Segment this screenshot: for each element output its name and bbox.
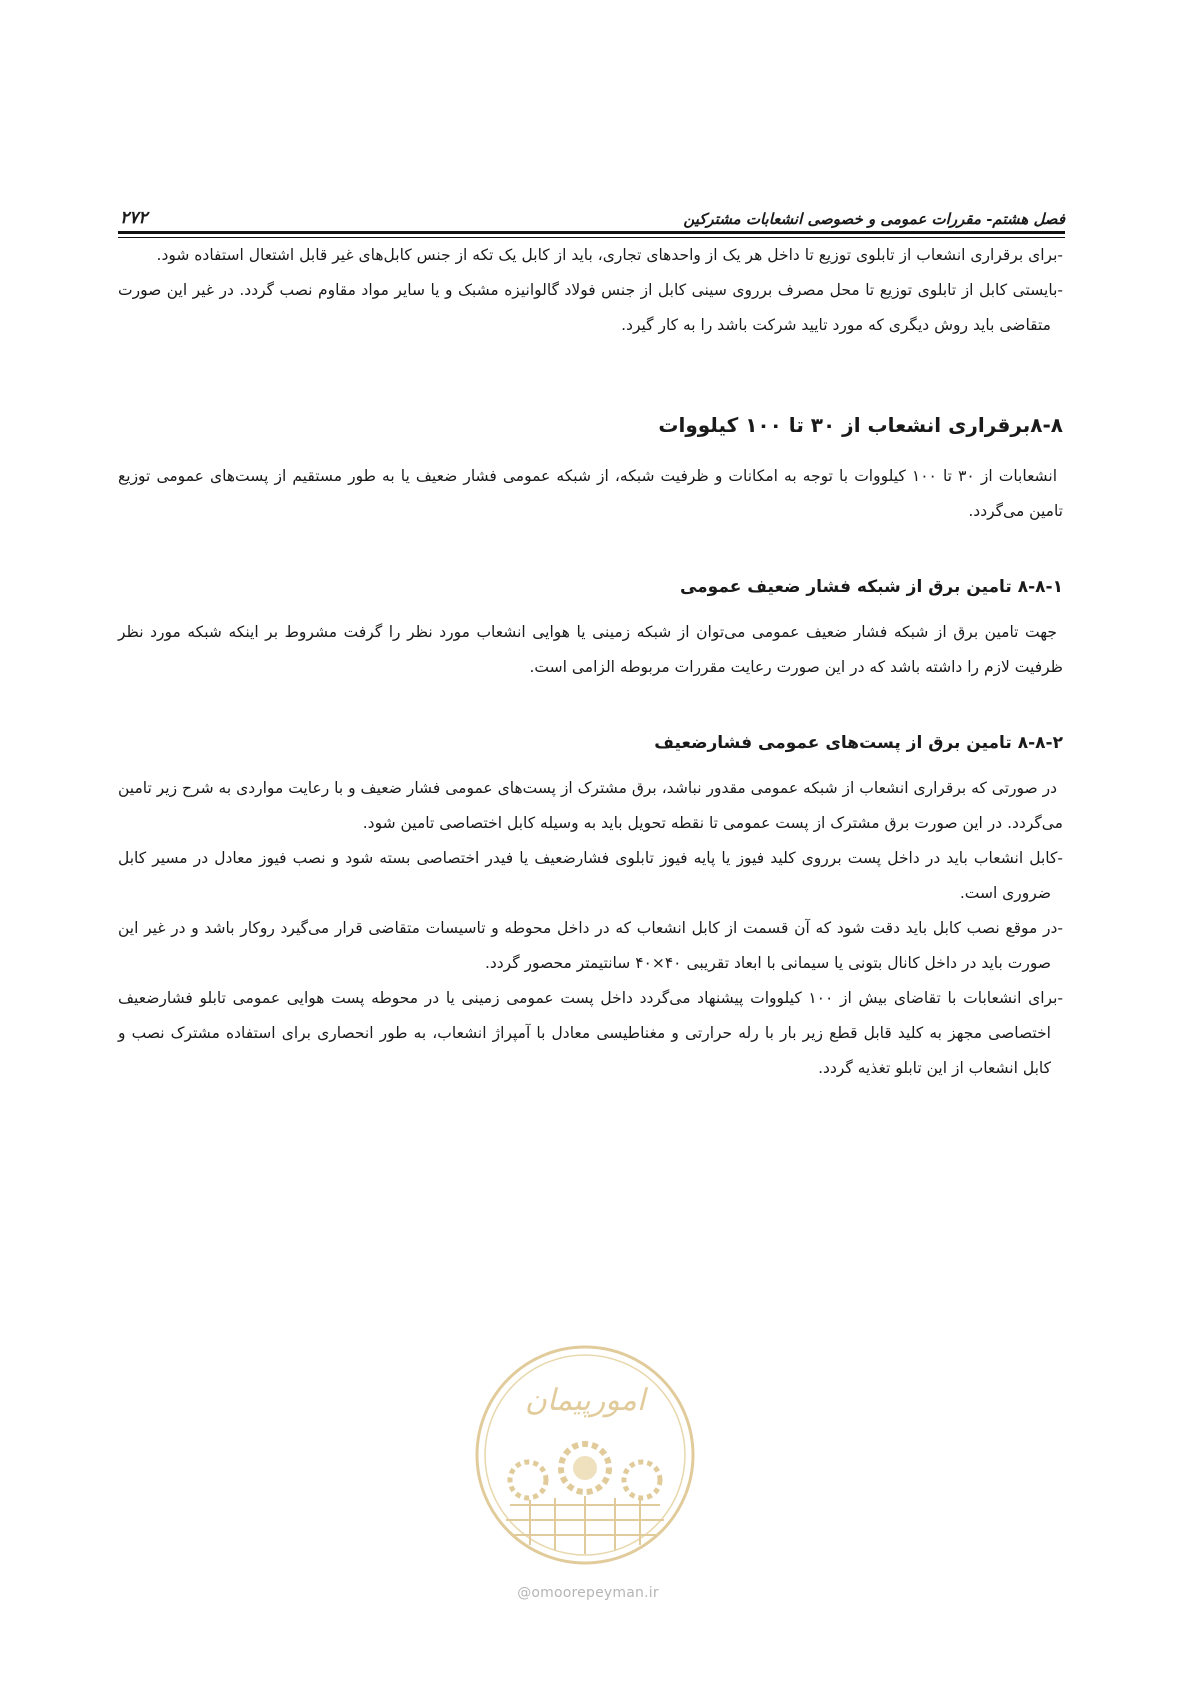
subsection-2-body: در صورتی که برقراری انشعاب از شبکه عمومی مقدور نباشد، برق مشترک از پست‌های عمومی فشار ضعیف و با رعایت مواردی به شرح زیر تامین می‌گردد. در این صورت برق مشترک از پست عمومی تا نقطه تحویل باید به وسیله کابل اختصاصی تامین شود. <box>118 779 1063 832</box>
watermark-logo-text: امورپیمان <box>524 1383 646 1418</box>
subsection-2-bullet-1: -کابل انشعاب باید در داخل پست برروی کلید فیوز یا پایه فیوز تابلوی فشارضعیف یا فیدر اختصاصی بسته شود و نصب فیوز معادل در مسیر کابل ضروری است. <box>118 849 1063 902</box>
watermark-logo-icon <box>470 1340 700 1570</box>
running-header <box>120 198 1065 228</box>
watermark-url: @omoorepeyman.ir <box>517 1585 659 1601</box>
subsection-2-bullet-2: -در موقع نصب کابل باید دقت شود که آن قسمت از کابل انشعاب که در داخل محوطه و تاسیسات متقاضی قرار می‌گیرد روکار باشد و در غیر این صورت باید در داخل کانال بتونی یا سیمانی با ابعاد تقریبی ۴۰×۴۰ سانتیمتر محصور گردد. <box>118 919 1063 972</box>
section-body: انشعابات از ۳۰ تا ۱۰۰ کیلووات با توجه به امکانات و ظرفیت شبکه، از شبکه عمومی فشار ضعیف یا به طور مستقیم از پست‌های عمومی توزیع تامین می‌گردد. <box>118 467 1063 520</box>
intro-bullet-1: -برای برقراری انشعاب از تابلوی توزیع تا داخل هر یک از واحدهای تجاری، باید از کابل یک تکه از جنس کابل‌های غیر قابل اشتعال استفاده شود. <box>156 246 1063 264</box>
intro-bullet-2: -بایستی کابل از تابلوی توزیع تا محل مصرف برروی سینی کابل از جنس فولاد گالوانیزه مشبک و یا سایر مواد مقاوم نصب گردد. در غیر این صورت متقاضی باید روش دیگری که مورد تایید شرکت باشد را به کار گیرد. <box>118 281 1063 334</box>
subsection-2-bullet-3: -برای انشعابات با تقاضای بیش از ۱۰۰ کیلووات پیشنهاد می‌گردد داخل پست عمومی زمینی یا در محوطه پست هوایی عمومی تابلو فشارضعیف اختصاصی مجهز به کلید قابل قطع زیر بار با رله حرارتی و مغناطیسی معادل با آمپراژ انشعاب، به طور انحصاری برای استفاده مشترک نصب و کابل انشعاب از این تابلو تغذیه گردد. <box>118 989 1063 1077</box>
subsection-2-title: ۸-۸-۲ تامین برق از پست‌های عمومی فشارضعیف <box>654 733 1063 753</box>
header-rule <box>118 231 1065 234</box>
section-title: ۸-۸برقراری انشعاب از ۳۰ تا ۱۰۰ کیلووات <box>658 413 1063 437</box>
page-content <box>118 238 1063 1086</box>
subsection-1-title: ۸-۸-۱ تامین برق از شبکه فشار ضعیف عمومی <box>679 577 1063 597</box>
chapter-title: فصل هشتم- مقررات عمومی و خصوصی انشعابات مشترکین <box>683 210 1065 228</box>
subsection-1-body: جهت تامین برق از شبکه فشار ضعیف عمومی می‌توان از شبکه زمینی یا هوایی انشعاب مورد نظر را گرفت مشروط بر اینکه شبکه مورد نظر ظرفیت لازم را داشته باشد که در این صورت رعایت مقررات مربوطه الزامی است. <box>118 623 1063 676</box>
page-number: ۲۷۲ <box>120 208 148 228</box>
